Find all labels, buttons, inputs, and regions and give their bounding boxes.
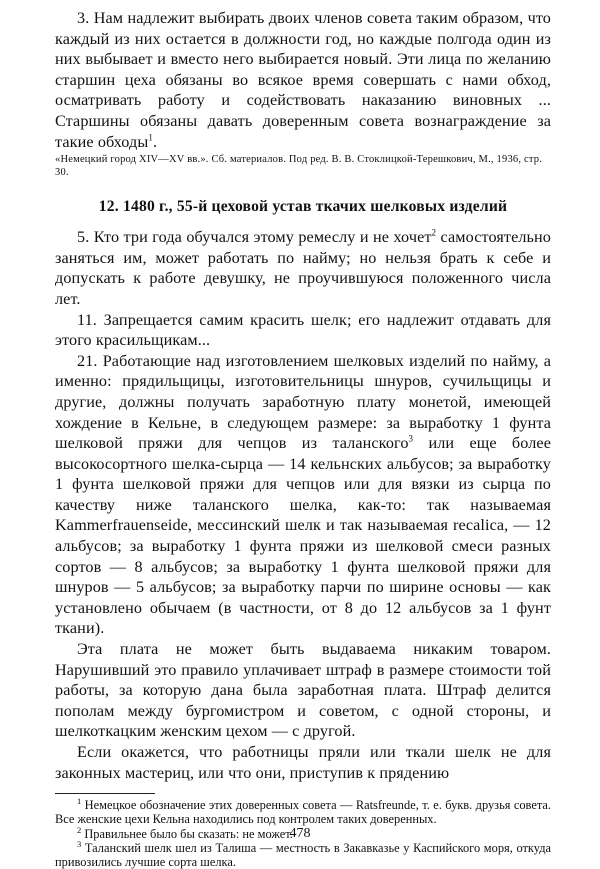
footnote-ref-1[interactable]: 1 xyxy=(148,132,153,143)
footnote-3-mark: 3 xyxy=(77,838,82,849)
page-number: 478 xyxy=(289,826,311,841)
footnote-ref-2[interactable]: 2 xyxy=(431,227,437,238)
footnote-3-text: Таланский шелк шел из Талиша — местность в Закавказье у Каспийского моря, откуда привозились лучшие сорта шелка. xyxy=(55,840,551,869)
section-heading: 12. 1480 г., 55-й цеховой устав ткачих шелковых изделий xyxy=(98,198,508,216)
paragraph-21-text-a: 21. Работающие над изготовлением шелковых изделий по найму, а именно: прядильщицы, изготовительницы шнуров, сучильщицы и другие, должны получать заработную плату монетой, имеющей хождение в Кельне, в следующем размере: за выработку 1 фунта шелковой пряжи для чепцов из таланского xyxy=(55,351,551,453)
paragraph-11: 11. Запрещается самим красить шелк; его надлежит отдавать для этого красильщикам... xyxy=(55,310,551,350)
paragraph-21-text-b: или еще более высокосортного шелка-сырца — 14 кельнских альбусов; за выработку 1 фунта шелковой пряжи для чепцов или для вязки из сырца по качеству ниже таланского шелка, как-то: так называемая Kammerfrauenseide, мессинский шелк и так называемая recalica, — 12 альбусов; за выработку 1 фунта пряжи из шелковой смеси разных сортов — 8 альбусов; за выработку 1 фунта шелковой пряжи для шнуров — 5 альбусов; за выработку парчи по ширине основы — как установлено обычаем (в частности, от 8 до 12 альбусов за 1 фунт ткани). xyxy=(55,434,551,638)
footnote-1 xyxy=(55,798,551,826)
paragraph-3: 3. Нам надлежит выбирать двоих членов совета таким образом, что каждый из них остается в должности год, но каждые полгода один из них выбывает и вместо него выбирается новый. Эти лица по желанию старшин цеха обязаны во всякое время совершать с нами обход, осматривать работу и содействовать наказанию виновных ... Старшины обязаны давать доверенным совета вознаграждение за такие обходы$^1$. xyxy=(55,9,551,151)
paragraph-21 xyxy=(55,351,551,639)
footnote-divider xyxy=(55,793,155,794)
paragraph-3-text: 3. Нам надлежит выбирать двоих членов совета таким образом, что каждый из них остается в должности год, но каждые полгода один из них выбывает и вместо него выбирается новый. Эти лица по желанию старшин цеха обязаны во всякое время совершать с нами обход, осматривать работу и содействовать наказанию виновных ... Старшины обязаны давать доверенным совета вознаграждение за такие обходы xyxy=(55,9,551,151)
paragraph-5-text-b: самостоятельно заняться им, может работать по найму; но нельзя брать к себе и допускать к работе девушку, не проучившуюся положенного числа лет. xyxy=(55,228,551,308)
page-body xyxy=(55,8,551,869)
source-citation: «Немецкий город XIV—XV вв.». Сб. материалов. Под ред. В. В. Стоклицкой-Терешкович, М., 1936, стр. 30. xyxy=(55,154,543,178)
footnote-1-text: Немецкое обозначение этих доверенных совета — Ratsfreunde, т. е. букв. друзья совета. Все женские цехи Кельна находились под контролем таких доверенных. xyxy=(55,798,551,827)
footnote-2-text: Правильнее было бы сказать: не может. xyxy=(81,826,293,841)
footnote-1-mark: 1 xyxy=(77,796,82,807)
paragraph-last: Если окажется, что работницы пряли или ткали шелк не для законных мастериц, или что они, приступив к прядению xyxy=(55,743,551,782)
footnote-2-mark: 2 xyxy=(77,824,82,835)
paragraph-payment: Эта плата не может быть выдаваема никаким товаром. Нарушивший это правило уплачивает штраф в размере стоимости той работы, за которую дана была заработная плата. Штраф делится пополам между бургомистром и советом, с одной стороны, и шелкоткацким женским цехом — с другой. xyxy=(55,640,551,741)
paragraph-5-text-a: 5. Кто три года обучался этому ремеслу и не хочет xyxy=(77,228,432,247)
paragraph-5 xyxy=(55,227,551,309)
footnote-ref-3[interactable]: 3 xyxy=(408,433,414,444)
